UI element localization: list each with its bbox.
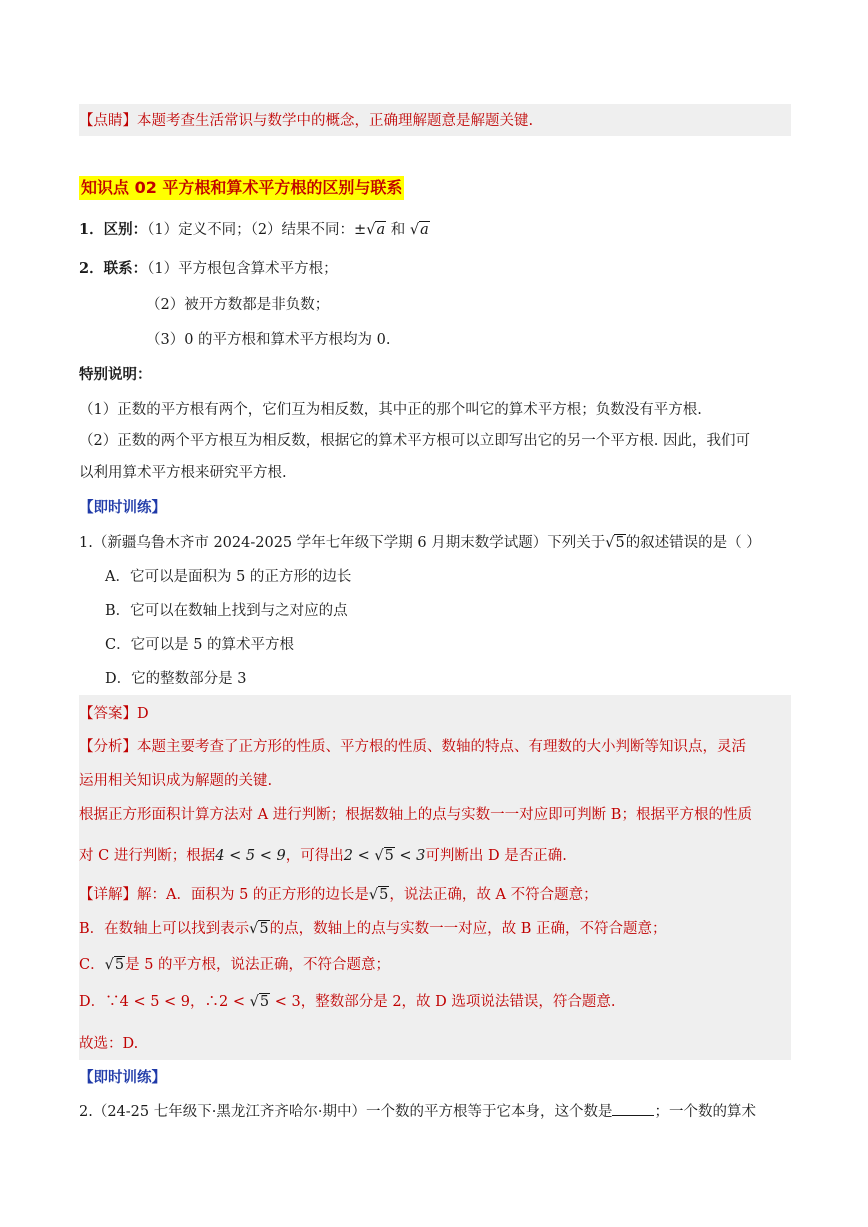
detail-line-d: D．∵4 < 5 < 9，∴2 < √5 < 3，整数部分是 2，故 D 选项说法错误，符合题意. [79, 994, 616, 1010]
and-text: 和 [386, 222, 410, 238]
difference-label: 1．区别： [79, 221, 148, 238]
analysis-line-4: 对 C 进行判断；根据4 < 5 < 9，可得出2 < √5 < 3可判断出 D 是否正确. [79, 848, 567, 864]
knowledge-point-title: 知识点 02 平方根和算术平方根的区别与联系 [79, 176, 404, 200]
answer-text: 【答案】D [79, 706, 149, 722]
difference-text: （1）定义不同；（2）结果不同： [147, 222, 355, 238]
question-1-stem: 1.（新疆乌鲁木齐市 2024-2025 学年七年级下学期 6 月期末数学试题）下列关于√5的叙述错误的是（ ） [79, 535, 761, 551]
special-label: 特别说明： [79, 366, 152, 383]
question-2-stem: 2.（24-25 七年级下·黑龙江齐齐哈尔·期中）一个数的平方根等于它本身，这个数是 ；一个数的算术 [79, 1101, 756, 1122]
option-a: A．它可以是面积为 5 的正方形的边长 [105, 569, 352, 585]
relation-item-2: （2）被开方数都是非负数； [146, 297, 330, 313]
training-label-2: 【即时训练】 [79, 1069, 166, 1086]
analysis-line-1: 【分析】本题主要考查了正方形的性质、平方根的性质、数轴的特点、有理数的大小判断等知识点，灵活 [79, 739, 746, 755]
answer-blank[interactable] [612, 1101, 654, 1116]
detail-line-b: B．在数轴上可以找到表示√5的点，数轴上的点与实数一一对应，故 B 正确，不符合题意； [79, 921, 667, 937]
sqrt-5: √5 [605, 535, 625, 551]
special-paragraph-1: （1）正数的平方根有两个，它们互为相反数，其中正的那个叫它的算术平方根；负数没有平方根. [79, 402, 702, 418]
sqrt-a-2: √a [409, 222, 429, 238]
dianjing-text: 【点睛】本题考查生活常识与数学中的概念，正确理解题意是解题关键. [79, 113, 534, 129]
option-b: B．它可以在数轴上找到与之对应的点 [105, 603, 348, 619]
analysis-line-2: 运用相关知识成为解题的关键. [79, 773, 273, 789]
difference-line [79, 220, 430, 240]
analysis-line-3: 根据正方形面积计算方法对 A 进行判断；根据数轴上的点与实数一一对应即可判断 B；根据平方根的性质 [79, 807, 752, 823]
relation-item-1: （1）平方根包含算术平方根； [147, 261, 338, 277]
option-d: D．它的整数部分是 3 [105, 671, 247, 687]
special-paragraph-2b: 以利用算术平方根来研究平方根. [79, 465, 287, 481]
choose-line: 故选：D. [79, 1036, 139, 1052]
detail-line-c: C．√5是 5 的平方根，说法正确，不符合题意； [79, 957, 391, 973]
sqrt-a-1: √a [366, 222, 386, 238]
option-c: C．它可以是 5 的算术平方根 [105, 637, 295, 653]
relation-item-3: （3）0 的平方根和算术平方根均为 0. [146, 332, 391, 348]
detail-line-a: 【详解】解：A．面积为 5 的正方形的边长是√5，说法正确，故 A 不符合题意； [79, 887, 598, 903]
training-label-1: 【即时训练】 [79, 499, 166, 516]
special-paragraph-2a: （2）正数的两个平方根互为相反数，根据它的算术平方根可以立即写出它的另一个平方根. 因此，我们可 [79, 433, 750, 449]
relation-label: 2．联系： [79, 260, 148, 277]
relation-line-1 [79, 259, 338, 279]
plus-minus: ± [354, 222, 367, 238]
